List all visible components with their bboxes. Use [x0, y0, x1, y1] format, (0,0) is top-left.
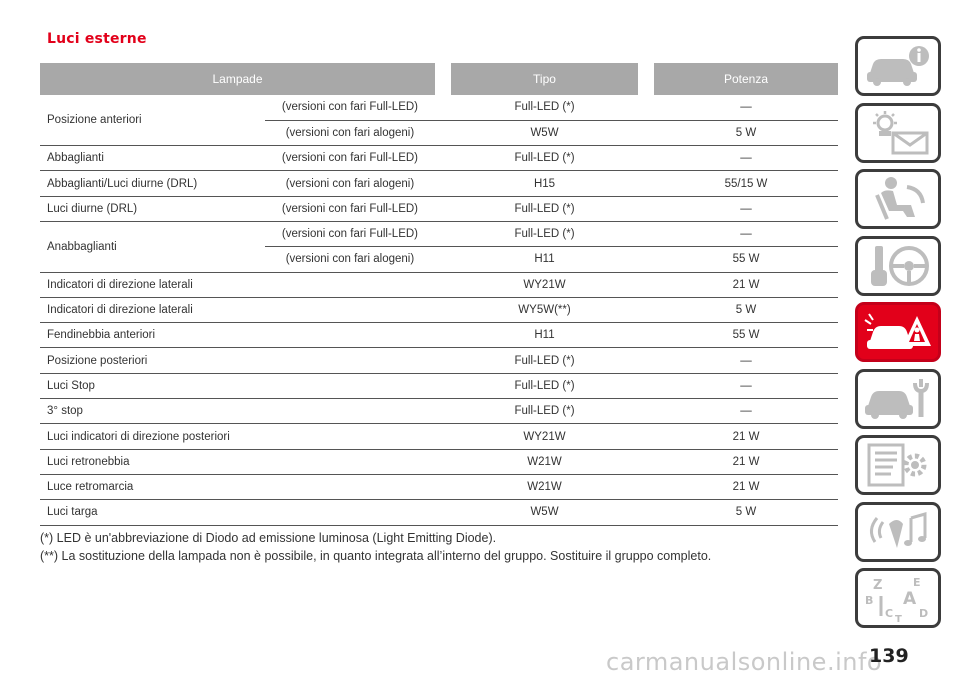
header-potenza: Potenza	[654, 63, 838, 95]
lamp-name: Fendinebbia anteriori	[40, 323, 265, 348]
column-separator	[638, 196, 654, 221]
tab-key-steering[interactable]	[855, 236, 941, 296]
index-letter: A	[903, 589, 917, 609]
table-row	[40, 323, 838, 348]
lamp-power: —	[654, 399, 838, 424]
lamp-name: Anabbaglianti	[40, 221, 265, 272]
lamp-power: 55 W	[654, 323, 838, 348]
lamp-type: Full-LED (*)	[451, 399, 638, 424]
lamp-version	[265, 348, 435, 373]
footnotes	[40, 529, 711, 565]
lamp-version	[265, 424, 435, 449]
table-row	[40, 196, 838, 221]
lamp-type: Full-LED (*)	[451, 196, 638, 221]
lamp-power: —	[654, 95, 838, 120]
technical-specs-gear-icon	[863, 441, 933, 489]
column-separator	[435, 247, 451, 272]
lamp-power: 55/15 W	[654, 171, 838, 196]
lamp-version	[265, 297, 435, 322]
table-row	[40, 146, 838, 171]
column-separator	[638, 272, 654, 297]
lamp-version: (versioni con fari Full-LED)	[265, 221, 435, 246]
lamp-type: W5W	[451, 120, 638, 145]
table-row	[40, 171, 838, 196]
lamp-type: Full-LED (*)	[451, 95, 638, 120]
column-separator	[638, 399, 654, 424]
section-title: Luci esterne	[47, 31, 147, 47]
lamp-version: (versioni con fari Full-LED)	[265, 146, 435, 171]
column-separator	[435, 297, 451, 322]
lamp-type: Full-LED (*)	[451, 373, 638, 398]
lamp-type: WY21W	[451, 424, 638, 449]
column-separator	[435, 348, 451, 373]
lamp-type: WY5W(**)	[451, 297, 638, 322]
car-breakdown-warning-icon	[863, 308, 933, 356]
column-separator	[638, 500, 654, 525]
chapter-sidebar	[855, 36, 941, 635]
column-separator	[638, 221, 654, 246]
column-separator	[435, 474, 451, 499]
lamp-power: 5 W	[654, 500, 838, 525]
lamp-power: —	[654, 373, 838, 398]
table-row	[40, 373, 838, 398]
alphabetical-index-icon	[863, 574, 933, 622]
column-separator	[435, 323, 451, 348]
lamp-name: Luce retromarcia	[40, 474, 265, 499]
table-row	[40, 348, 838, 373]
column-separator	[638, 449, 654, 474]
table-row	[40, 399, 838, 424]
column-separator	[638, 348, 654, 373]
lamp-power: 21 W	[654, 272, 838, 297]
lamp-type: Full-LED (*)	[451, 221, 638, 246]
column-separator	[435, 424, 451, 449]
column-separator	[638, 297, 654, 322]
column-separator	[435, 221, 451, 246]
table-header-row	[40, 63, 838, 95]
lamp-type: W5W	[451, 500, 638, 525]
lamp-power: 21 W	[654, 474, 838, 499]
column-separator	[638, 373, 654, 398]
warning-lights-message-icon	[863, 109, 933, 157]
column-separator	[435, 146, 451, 171]
lamp-version: (versioni con fari alogeni)	[265, 171, 435, 196]
lamp-name: Indicatori di direzione laterali	[40, 272, 265, 297]
header-separator	[638, 63, 654, 95]
lamp-power: —	[654, 146, 838, 171]
lamp-version	[265, 449, 435, 474]
tab-technical-specs[interactable]	[855, 435, 941, 495]
index-letter: Z	[873, 578, 883, 593]
column-separator	[638, 171, 654, 196]
lamp-table	[40, 63, 838, 526]
lamp-power: 5 W	[654, 120, 838, 145]
tab-multimedia[interactable]	[855, 502, 941, 562]
lamp-name: 3° stop	[40, 399, 265, 424]
column-separator	[435, 95, 451, 120]
table-row	[40, 424, 838, 449]
tab-breakdown[interactable]	[855, 302, 941, 362]
column-separator	[435, 272, 451, 297]
column-separator	[638, 95, 654, 120]
lamp-type: Full-LED (*)	[451, 146, 638, 171]
column-separator	[435, 399, 451, 424]
lamp-type: W21W	[451, 449, 638, 474]
lamp-type: H11	[451, 247, 638, 272]
index-letter: B	[865, 594, 874, 607]
lamp-type: H15	[451, 171, 638, 196]
lamp-name: Indicatori di direzione laterali	[40, 297, 265, 322]
seat-airbag-icon	[863, 175, 933, 223]
tab-car-info[interactable]	[855, 36, 941, 96]
column-separator	[638, 474, 654, 499]
table-row	[40, 221, 838, 246]
index-letter: C	[885, 607, 894, 620]
lamp-type: W21W	[451, 474, 638, 499]
lamp-power: 5 W	[654, 297, 838, 322]
multimedia-music-icon	[863, 508, 933, 556]
lamp-version: (versioni con fari Full-LED)	[265, 95, 435, 120]
watermark: carmanualsonline.info	[606, 648, 883, 676]
column-separator	[638, 323, 654, 348]
lamp-power: —	[654, 196, 838, 221]
tab-index[interactable]	[855, 568, 941, 628]
column-separator	[435, 171, 451, 196]
column-separator	[435, 196, 451, 221]
column-separator	[638, 146, 654, 171]
header-tipo: Tipo	[451, 63, 638, 95]
column-separator	[435, 449, 451, 474]
lamp-name: Luci diurne (DRL)	[40, 196, 265, 221]
lamp-power: —	[654, 221, 838, 246]
footnote-replacement: (**) La sostituzione della lampada non è possibile, in quanto integrata all’interno del gruppo. Sostituire il gruppo completo.	[40, 549, 712, 563]
lamp-name: Abbaglianti/Luci diurne (DRL)	[40, 171, 265, 196]
lamp-version	[265, 323, 435, 348]
table-row	[40, 500, 838, 525]
lamp-version: (versioni con fari alogeni)	[265, 120, 435, 145]
column-separator	[638, 120, 654, 145]
lamp-version	[265, 272, 435, 297]
lamp-version	[265, 474, 435, 499]
lamp-name: Luci indicatori di direzione posteriori	[40, 424, 265, 449]
lamp-power: 55 W	[654, 247, 838, 272]
car-info-icon	[863, 42, 933, 90]
car-maintenance-wrench-icon	[863, 375, 933, 423]
table-row	[40, 272, 838, 297]
tab-seat-airbag[interactable]	[855, 169, 941, 229]
index-letter: E	[913, 576, 921, 589]
header-separator	[435, 63, 451, 95]
table-row	[40, 297, 838, 322]
column-separator	[638, 424, 654, 449]
lamp-power: —	[654, 348, 838, 373]
column-separator	[435, 373, 451, 398]
lamp-version: (versioni con fari alogeni)	[265, 247, 435, 272]
footnote-led: (*) LED è un'abbreviazione di Diodo ad emissione luminosa (Light Emitting Diode).	[40, 531, 497, 545]
table-row	[40, 449, 838, 474]
tab-warning-lights[interactable]	[855, 103, 941, 163]
lamp-type: WY21W	[451, 272, 638, 297]
lamp-version	[265, 399, 435, 424]
lamp-type: Full-LED (*)	[451, 348, 638, 373]
lamp-type: H11	[451, 323, 638, 348]
lamp-version	[265, 373, 435, 398]
column-separator	[435, 120, 451, 145]
index-letter: T	[895, 614, 902, 622]
lamp-version: (versioni con fari Full-LED)	[265, 196, 435, 221]
lamp-version	[265, 500, 435, 525]
key-steering-wheel-icon	[863, 242, 933, 290]
column-separator	[638, 247, 654, 272]
page-number: 139	[869, 645, 909, 667]
column-separator	[435, 500, 451, 525]
lamp-name: Posizione anteriori	[40, 95, 265, 146]
table-row	[40, 95, 838, 120]
header-lamps: Lampade	[40, 63, 435, 95]
lamp-power: 21 W	[654, 449, 838, 474]
lamp-name: Luci Stop	[40, 373, 265, 398]
lamp-power: 21 W	[654, 424, 838, 449]
lamp-name: Posizione posteriori	[40, 348, 265, 373]
lamp-name: Abbaglianti	[40, 146, 265, 171]
lamp-name: Luci targa	[40, 500, 265, 525]
index-letter: D	[919, 607, 929, 620]
tab-maintenance[interactable]	[855, 369, 941, 429]
table-row	[40, 474, 838, 499]
lamp-name: Luci retronebbia	[40, 449, 265, 474]
